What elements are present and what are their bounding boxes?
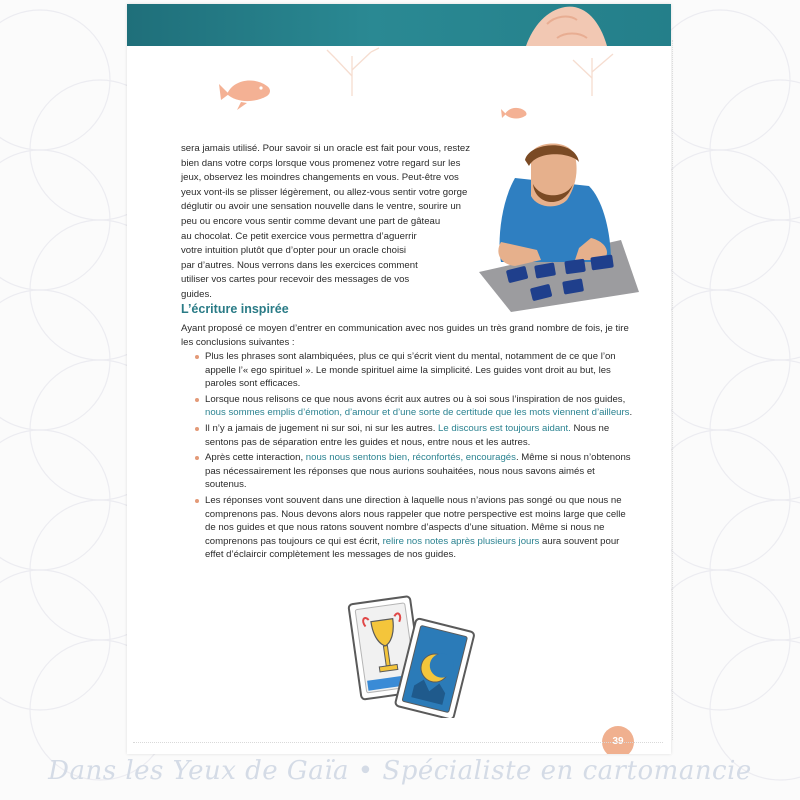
text-line: jeux, observez les moindres changements en vous. Peut-être vos <box>181 172 459 184</box>
list-item-text: Plus les phrases sont alambiquées, plus ce qui s’écrit vient du mental, notamment de ce que l’on appelle l’« ego spirituel ». Le monde spirituel aime la simplicité. Les guides vont droit au but, les paroles sont efficaces. <box>205 351 616 390</box>
list-item-text-end: Nous ne sentons pas de séparation entre les guides et nous, entre nous et les autres. <box>205 422 610 448</box>
list-item <box>193 494 639 562</box>
paragraph-oracle-choice <box>181 142 471 303</box>
text-line: peu ou encore vous sentir comme devant une part de gâteau <box>181 215 441 227</box>
fish-icon <box>501 105 529 121</box>
coral-sprig-icon <box>557 46 627 96</box>
intro-paragraph <box>181 322 641 351</box>
text-line: utiliser vos cartes pour recevoir des messages de vos <box>181 274 410 286</box>
highlighted-text: nous sommes emplis d’émotion, d’amour et d’une sorte de certitude que les mots viennent d’ailleurs <box>205 407 630 419</box>
list-item-text-end: . Même si nous n’obtenons pas nécessairement les réponses que nous aurions souhaitées, nous nous savons aimés et soutenus. <box>205 452 631 491</box>
bullet-icon <box>195 398 199 402</box>
man-with-cards-illustration <box>471 142 641 312</box>
list-item-text: Les réponses vont souvent dans une direction à laquelle nous n’avions pas songé ou que nous ne comprenons pas. Nous devons alors nous rappeler que notre perspective est moins large que celle de nos guides et que nous ratons souvent nombre d’aspects d’une situation. Même si nous ne comprenons pas toujours ce qui est écrit, <box>205 494 626 547</box>
bullet-icon <box>195 427 199 431</box>
bullet-icon <box>195 355 199 359</box>
coral-sprig-icon <box>317 46 387 96</box>
page-number-badge: 39 <box>602 726 634 754</box>
list-item <box>193 422 639 449</box>
text-line: au chocolat. Ce petit exercice vous permettra d’aguerrir <box>181 230 417 242</box>
highlighted-text: Le discours est toujours aidant. <box>438 422 571 434</box>
watermark-caption: Dans les Yeux de Gaïa • Spécialiste en cartomancie <box>48 756 752 786</box>
conclusions-list <box>193 350 639 564</box>
intro-text: Ayant proposé ce moyen d’entrer en communication avec nos guides un très grand nombre de fois, je tire les conclusions suivantes : <box>181 323 629 349</box>
list-item-text: Il n’y a jamais de jugement ni sur soi, ni sur les autres. <box>205 422 439 434</box>
bullet-icon <box>195 499 199 503</box>
fish-icon <box>219 72 279 110</box>
section-title: L’écriture inspirée <box>181 302 289 316</box>
right-dotted-divider <box>672 40 673 740</box>
list-item-text: Lorsque nous relisons ce que nous avons écrit aux autres ou à soi sous l’inspiration de nos guides, <box>205 393 626 405</box>
book-page <box>127 4 671 754</box>
list-item <box>193 393 639 420</box>
list-item-text-end: aura souvent pour effet d’éclaircir complètement les messages de nos guides. <box>205 535 620 561</box>
tarot-cards-illustration <box>345 590 475 718</box>
text-line: déglutir ou avoir une sensation nouvelle dans le ventre, sourire un <box>181 201 461 213</box>
text-line: yeux vont-ils se plisser légèrement, ou allez-vous sentir votre gorge <box>181 186 468 198</box>
bullet-icon <box>195 456 199 460</box>
text-line: sera jamais utilisé. Pour savoir si un oracle est fait pour vous, restez <box>181 143 471 154</box>
text-line: votre intuition plutôt que d’opter pour un oracle choisi <box>181 245 407 257</box>
list-item-text: Après cette interaction, <box>205 452 306 464</box>
highlighted-text: nous nous sentons bien, réconfortés, encouragés <box>305 452 516 464</box>
text-line: par d’autres. Nous verrons dans les exercices comment <box>181 259 418 271</box>
coral-rock-icon <box>521 4 611 46</box>
list-item <box>193 451 639 492</box>
text-line: bien dans votre corps lorsque vous promenez votre regard sur les <box>181 157 461 169</box>
header-banner <box>127 4 671 46</box>
list-item <box>193 350 639 391</box>
highlighted-text: relire nos notes après plusieurs jours <box>382 535 540 547</box>
text-line: guides. <box>181 288 212 300</box>
list-item-text-end: . <box>629 407 633 419</box>
footer-dotted-divider <box>133 742 663 743</box>
